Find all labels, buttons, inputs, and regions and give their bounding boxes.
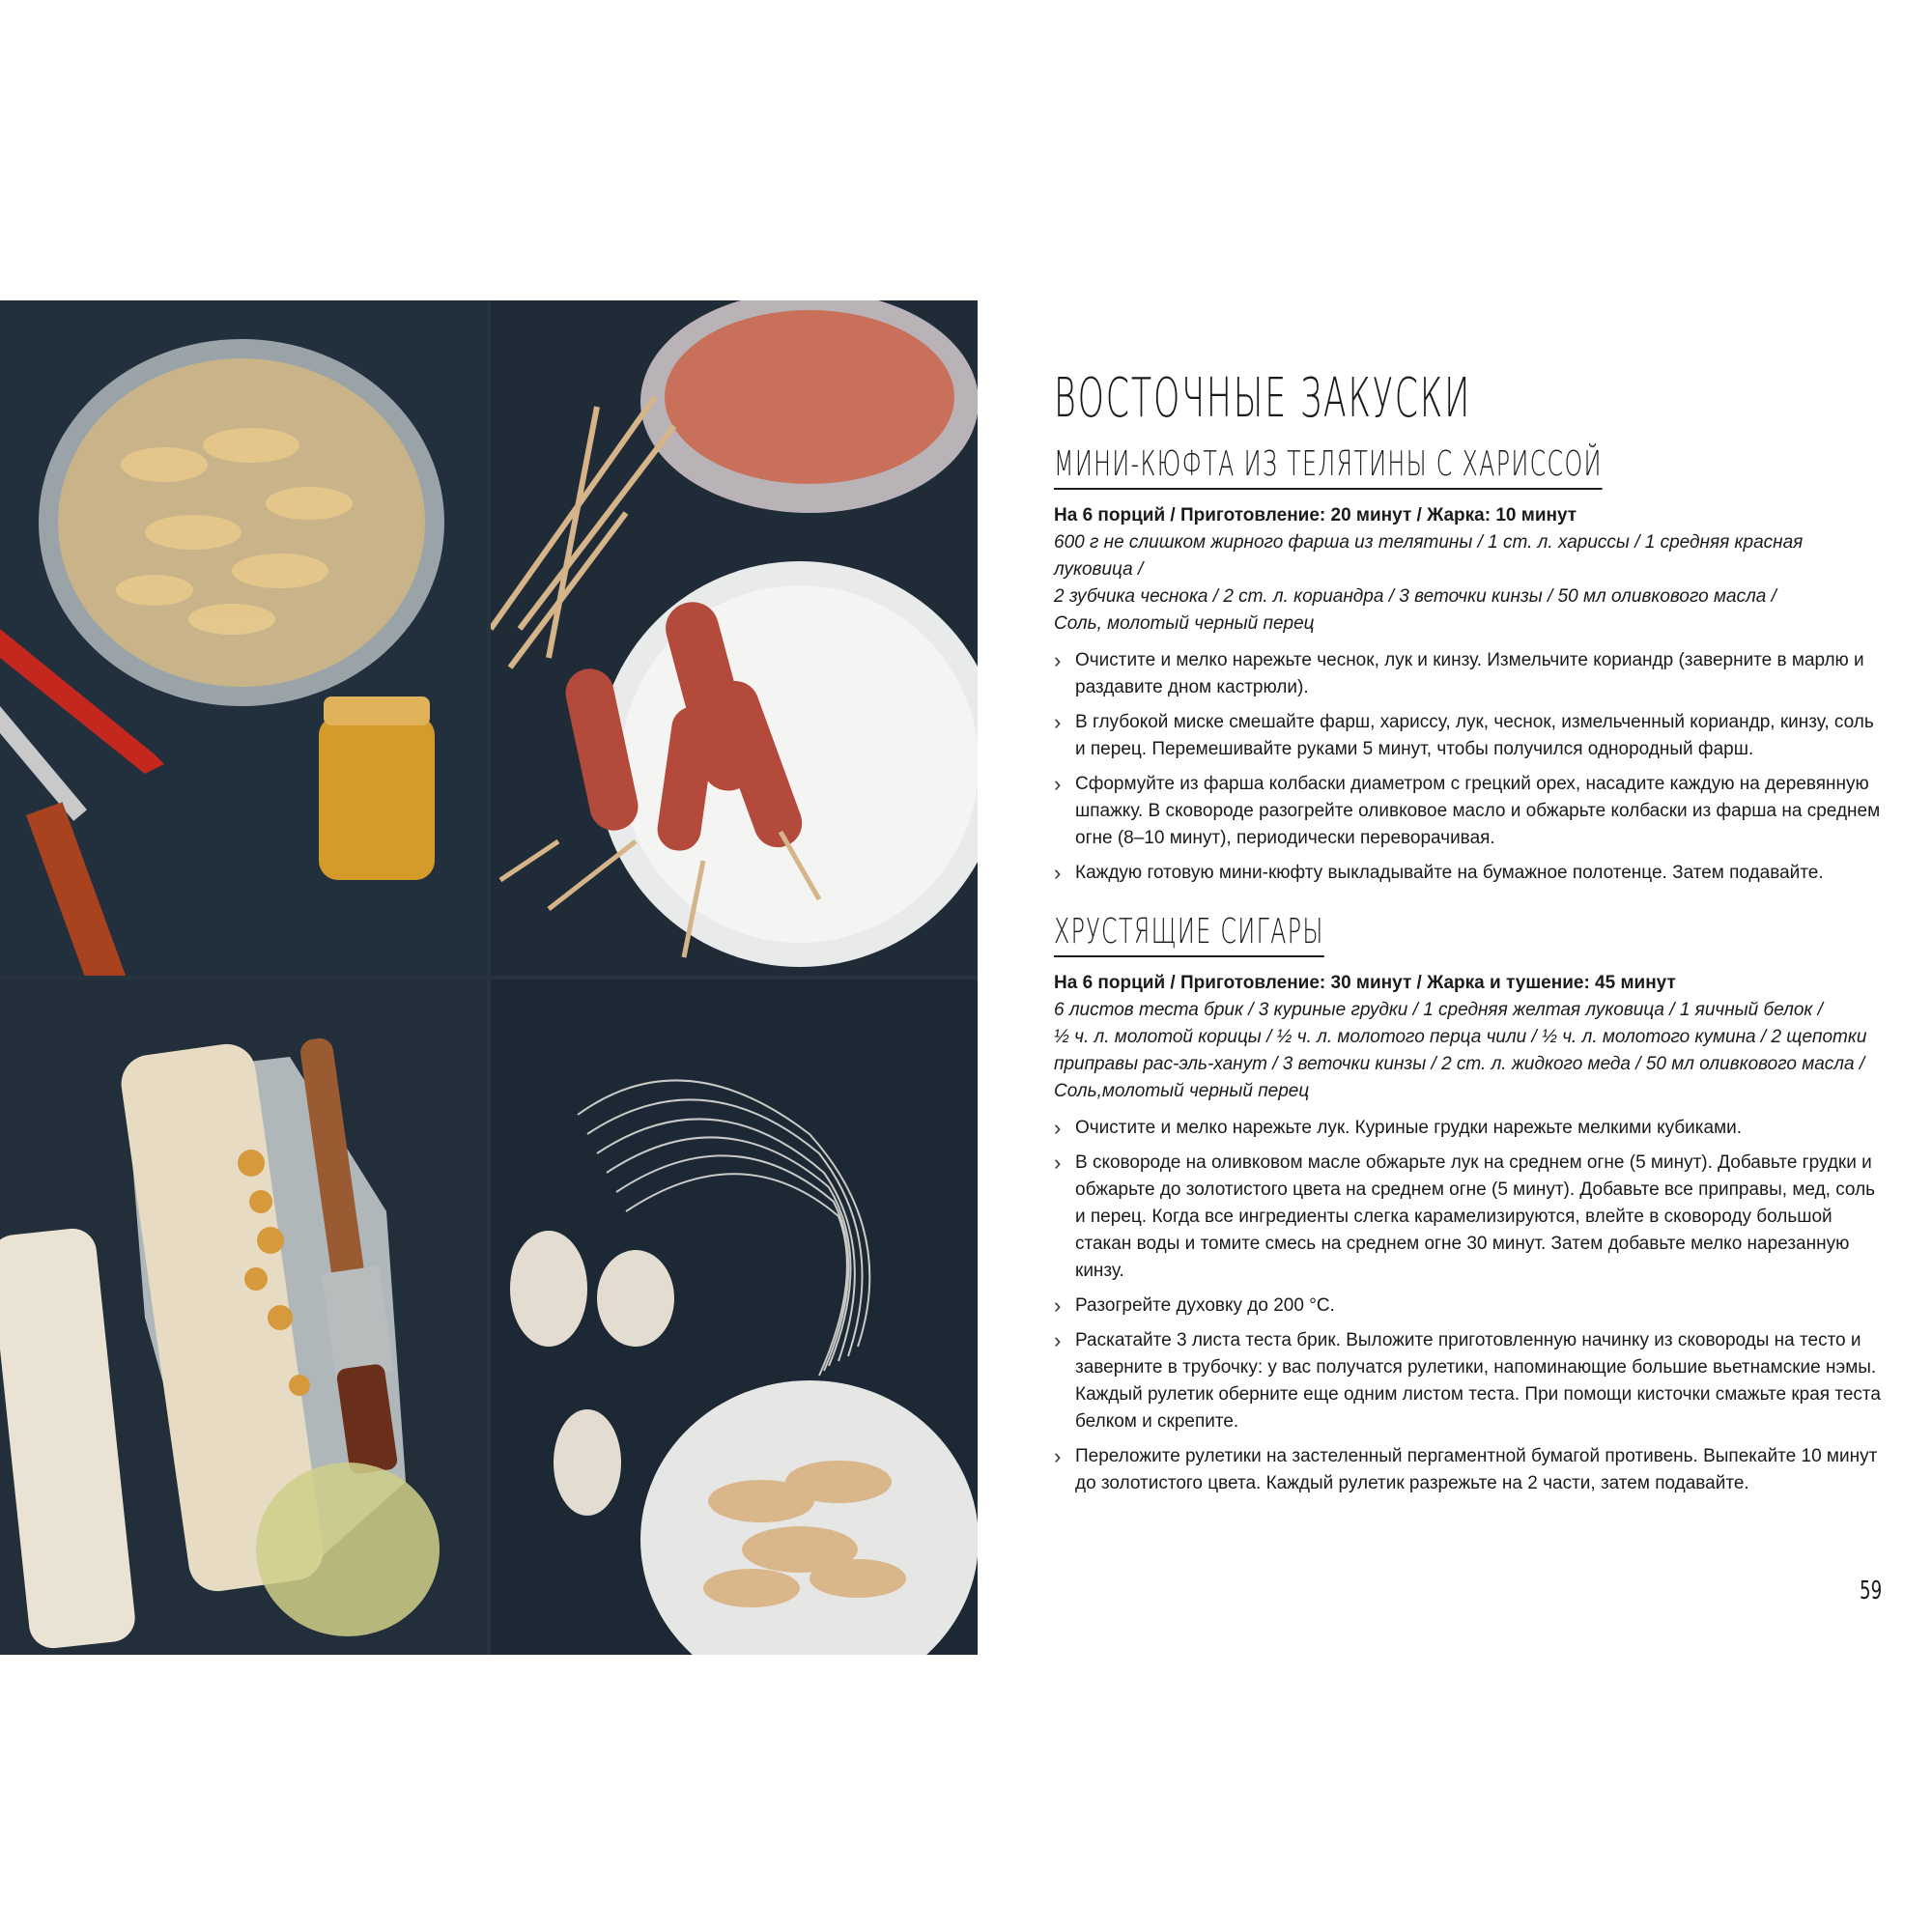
- step-text: В глубокой миске смешайте фарш, хариссу, лук, чеснок, измельченный кориандр, кинзу, соль и перец. Перемешивайте руками 5 минут, чтобы получился однородный фарш.: [1075, 712, 1874, 759]
- ingredient-line: ½ ч. л. молотой корицы / ½ ч. л. молотого перца чили / ½ ч. л. молотого кумина / 2 щепотки: [1054, 1027, 1867, 1047]
- recipe-step: [1054, 1443, 1885, 1497]
- page-number: 59: [1860, 1577, 1883, 1605]
- recipe-meta: На 6 порций / Приготовление: 30 минут / Жарка и тушение: 45 минут: [1054, 973, 1676, 993]
- chevron-right-icon: ›: [1054, 1116, 1062, 1140]
- recipe-step: [1054, 647, 1885, 701]
- kofta-skewers-photo: [491, 300, 978, 976]
- ingredient-line: Соль,молотый черный перец: [1054, 1081, 1310, 1101]
- recipe-step: [1054, 709, 1885, 763]
- ingredients: [1054, 997, 1885, 1105]
- step-text: Каждую готовую мини-кюфту выкладывайте на бумажное полотенце. Затем подавайте.: [1075, 863, 1824, 883]
- chevron-right-icon: ›: [1054, 710, 1062, 734]
- shrimp-bowl-photo: [0, 300, 487, 976]
- recipe-cigars: [1054, 912, 1885, 1497]
- step-text: Очистите и мелко нарежьте лук. Куриные грудки нарежьте мелкими кубиками.: [1075, 1118, 1743, 1138]
- chevron-right-icon: ›: [1054, 1444, 1062, 1468]
- recipe-step: [1054, 1293, 1885, 1320]
- recipe-step: [1054, 1327, 1885, 1435]
- step-text: Разогрейте духовку до 200 °C.: [1075, 1295, 1335, 1316]
- chevron-right-icon: ›: [1054, 648, 1062, 672]
- photo-grid: [0, 300, 978, 1655]
- recipe-title: ХРУСТЯЩИЕ СИГАРЫ: [1054, 912, 1324, 957]
- ingredient-line: 2 зубчика чеснока / 2 ст. л. кориандра / 3 веточки кинзы / 50 мл оливкового масла /: [1054, 586, 1776, 607]
- ingredient-line: приправы рас-эль-ханут / 3 веточки кинзы / 2 ст. л. жидкого меда / 50 мл оливкового масла /: [1054, 1054, 1865, 1074]
- ingredients: [1054, 529, 1885, 638]
- step-text: Очистите и мелко нарежьте чеснок, лук и кинзу. Измельчите кориандр (заверните в марлю и раздавите дном кастрюли).: [1075, 650, 1864, 697]
- recipe-title: МИНИ-КЮФТА ИЗ ТЕЛЯТИНЫ С ХАРИССОЙ: [1054, 444, 1603, 490]
- chevron-right-icon: ›: [1054, 1151, 1062, 1175]
- recipe-kofta: [1054, 444, 1885, 887]
- chevron-right-icon: ›: [1054, 1293, 1062, 1318]
- step-text: Раскатайте 3 листа теста брик. Выложите приготовленную начинку из сковороды на тесто и заверните в трубочку: у вас получатся рулетики, напоминающие большие вьетнамские нэмы. Каждый рулетик оберните еще одним листом теста. При помощи кисточки смажьте края теста белком и скрепите.: [1075, 1330, 1881, 1432]
- ingredient-line: 6 листов теста брик / 3 куриные грудки / 1 средняя желтая луковица / 1 яичный белок /: [1054, 1000, 1823, 1020]
- page-title: ВОСТОЧНЫЕ ЗАКУСКИ: [1054, 367, 1472, 430]
- chevron-right-icon: ›: [1054, 861, 1062, 885]
- step-text: В сковороде на оливковом масле обжарьте лук на среднем огне (5 минут). Добавьте грудки и обжарьте до золотистого цвета на среднем огне (5 минут). Добавьте все приправы, мед, соль и перец. Когда все ингредиенты слегка карамелизируются, влейте в сковороду большой стакан воды и томите смесь на среднем огне 30 минут. Затем добавьте мелко нарезанную кинзу.: [1075, 1152, 1876, 1281]
- step-text: Сформуйте из фарша колбаски диаметром с грецкий орех, насадите каждую на деревянную шпажку. В сковороде разогрейте оливковое масло и обжарьте колбаски из фарша на среднем огне (8–10 минут), периодически переворачивая.: [1075, 774, 1881, 848]
- recipe-meta: На 6 порций / Приготовление: 20 минут / Жарка: 10 минут: [1054, 505, 1577, 526]
- recipe-step: [1054, 860, 1885, 887]
- recipe-step: [1054, 1115, 1885, 1142]
- step-text: Переложите рулетики на застеленный пергаментной бумагой противень. Выпекайте 10 минут до золотистого цвета. Каждый рулетик разрежьте на 2 части, затем подавайте.: [1075, 1446, 1878, 1493]
- recipe-step: [1054, 1150, 1885, 1285]
- chevron-right-icon: ›: [1054, 772, 1062, 796]
- recipe-step: [1054, 771, 1885, 852]
- ingredient-line: 600 г не слишком жирного фарша из телятины / 1 ст. л. хариссы / 1 средняя красная луковица /: [1054, 532, 1804, 580]
- chevron-right-icon: ›: [1054, 1328, 1062, 1352]
- brick-rolls-photo: [0, 980, 487, 1655]
- kadaif-shrimp-photo: [491, 980, 978, 1655]
- ingredient-line: Соль, молотый черный перец: [1054, 613, 1315, 634]
- photo-divider-horizontal: [0, 976, 978, 980]
- recipe-text-column: [1054, 367, 1885, 1505]
